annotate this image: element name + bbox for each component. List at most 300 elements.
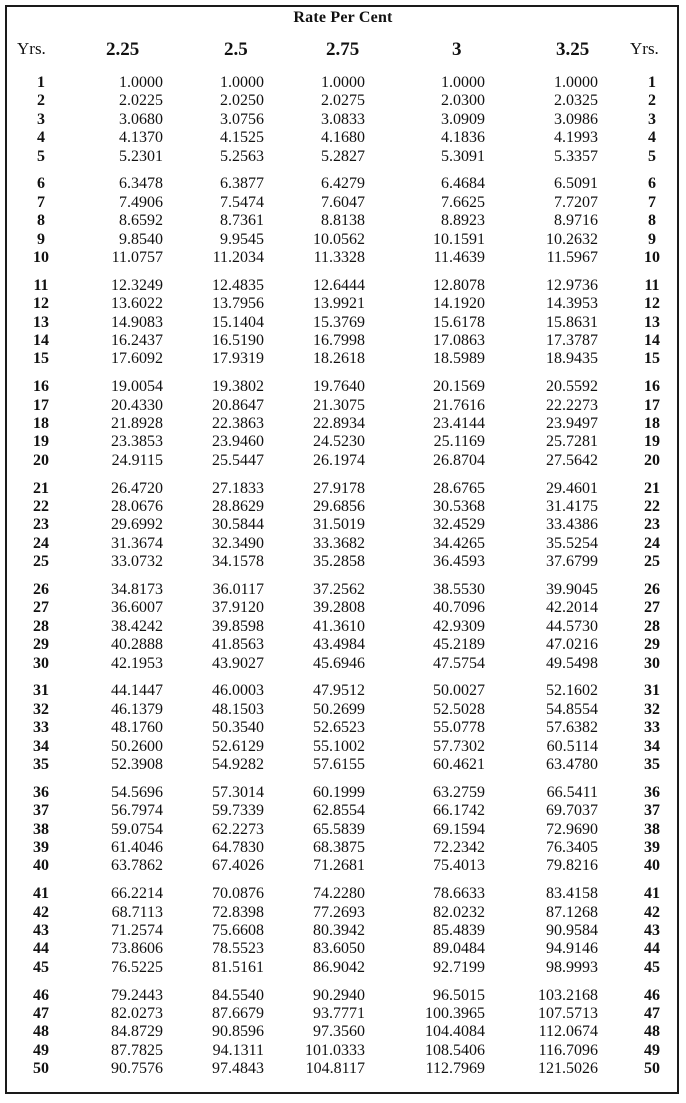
value-cell: 108.5406	[425, 1041, 485, 1059]
rate-header-2-75: 2.75	[326, 39, 360, 60]
table-row	[0, 580, 686, 599]
value-cell: 1.0000	[441, 74, 485, 91]
value-cell: 8.6592	[119, 212, 163, 230]
table-row	[0, 497, 686, 516]
year-cell-left: 3	[37, 110, 45, 128]
table-row	[0, 515, 686, 534]
table-row	[0, 91, 686, 110]
value-cell: 3.0756	[220, 110, 264, 128]
year-cell-left: 5	[37, 147, 45, 165]
year-cell-right: 26	[644, 581, 660, 598]
value-cell: 104.8117	[305, 1060, 365, 1078]
value-cell: 32.4529	[433, 516, 485, 534]
value-cell: 26.4720	[111, 479, 163, 497]
value-cell: 8.8138	[321, 212, 365, 230]
value-cell: 96.5015	[433, 986, 485, 1004]
year-cell-left: 23	[33, 516, 49, 534]
year-cell-right: 50	[644, 1060, 660, 1078]
value-cell: 34.4265	[433, 534, 485, 552]
value-cell: 28.8629	[212, 498, 264, 515]
year-cell-right: 21	[644, 479, 660, 497]
year-cell-left: 47	[33, 1005, 49, 1022]
value-cell: 44.5730	[546, 617, 598, 635]
table-row	[0, 801, 686, 820]
value-cell: 98.9993	[546, 958, 598, 976]
value-cell: 52.6523	[313, 719, 365, 737]
table-row	[0, 552, 686, 571]
year-cell-left: 2	[37, 92, 45, 110]
value-cell: 46.0003	[212, 682, 264, 700]
year-cell-left: 25	[33, 553, 49, 571]
value-cell: 43.4984	[313, 636, 365, 654]
year-cell-left: 17	[33, 396, 49, 414]
value-cell: 17.9319	[212, 350, 264, 368]
value-cell: 70.0876	[212, 885, 264, 903]
value-cell: 116.7096	[538, 1041, 598, 1059]
value-cell: 7.4906	[119, 193, 163, 211]
value-cell: 67.4026	[212, 857, 264, 875]
value-cell: 8.7361	[220, 212, 264, 230]
table-row	[0, 737, 686, 756]
value-cell: 33.3682	[313, 534, 365, 552]
table-row	[0, 414, 686, 433]
value-cell: 61.4046	[111, 839, 163, 856]
year-cell-right: 13	[644, 313, 660, 331]
value-cell: 6.4684	[441, 175, 485, 193]
year-cell-right: 15	[644, 350, 660, 368]
year-cell-right: 24	[644, 534, 660, 552]
value-cell: 1.0000	[321, 74, 365, 91]
year-cell-right: 16	[644, 378, 660, 396]
value-cell: 11.0757	[111, 249, 163, 266]
value-cell: 3.0986	[554, 110, 598, 128]
rate-header-2-25: 2.25	[106, 39, 140, 60]
year-cell-left: 37	[33, 802, 49, 820]
value-cell: 35.5254	[546, 534, 598, 552]
value-cell: 41.3610	[313, 617, 365, 635]
value-cell: 79.8216	[546, 857, 598, 875]
year-cell-right: 14	[644, 332, 660, 349]
value-cell: 16.7998	[313, 332, 365, 349]
value-cell: 4.1836	[441, 129, 485, 147]
value-cell: 60.4621	[433, 756, 485, 773]
year-cell-left: 39	[33, 839, 49, 856]
value-cell: 22.2273	[546, 396, 598, 414]
value-cell: 78.6633	[433, 885, 485, 903]
year-cell-right: 38	[644, 820, 660, 838]
years-header-left: Yrs.	[17, 39, 46, 58]
value-cell: 36.4593	[433, 553, 485, 571]
value-cell: 10.0562	[313, 230, 365, 248]
value-cell: 17.6092	[111, 350, 163, 368]
table-row	[0, 211, 686, 230]
value-cell: 66.5411	[546, 783, 598, 801]
table-row	[0, 396, 686, 415]
value-cell: 13.7956	[212, 295, 264, 313]
table-row	[0, 1041, 686, 1060]
value-cell: 83.6050	[313, 940, 365, 958]
value-cell: 21.3075	[313, 396, 365, 414]
value-cell: 92.7199	[433, 958, 485, 976]
year-cell-right: 20	[644, 451, 660, 469]
value-cell: 15.6178	[433, 313, 485, 331]
value-cell: 2.0325	[554, 92, 598, 110]
value-cell: 80.3942	[313, 922, 365, 939]
value-cell: 20.8647	[212, 396, 264, 414]
value-cell: 42.2014	[546, 599, 598, 617]
value-cell: 31.3674	[111, 534, 163, 552]
table-caption: Rate Per Cent	[293, 9, 393, 26]
value-cell: 2.0300	[441, 92, 485, 110]
year-cell-left: 33	[33, 719, 49, 737]
value-cell: 15.1404	[212, 313, 264, 331]
value-cell: 44.1447	[111, 682, 163, 700]
table-row	[0, 128, 686, 147]
table-row	[0, 331, 686, 350]
value-cell: 20.5592	[546, 378, 598, 396]
value-cell: 47.5754	[433, 654, 485, 672]
table-row	[0, 820, 686, 839]
year-cell-right: 11	[644, 276, 660, 294]
year-cell-right: 10	[644, 249, 660, 266]
value-cell: 31.5019	[313, 516, 365, 534]
table-row	[0, 248, 686, 267]
year-cell-right: 2	[648, 92, 656, 110]
table-row	[0, 939, 686, 958]
value-cell: 10.2632	[546, 230, 598, 248]
table-row	[0, 110, 686, 129]
value-cell: 49.5498	[546, 654, 598, 672]
value-cell: 22.8934	[313, 415, 365, 432]
value-cell: 55.1002	[313, 737, 365, 755]
year-cell-left: 38	[33, 820, 49, 838]
value-cell: 5.2301	[119, 147, 163, 165]
value-cell: 90.7576	[111, 1060, 163, 1078]
value-cell: 20.4330	[111, 396, 163, 414]
value-cell: 19.3802	[212, 378, 264, 396]
value-cell: 82.0232	[433, 903, 485, 921]
year-cell-left: 36	[33, 783, 49, 801]
year-cell-left: 40	[33, 857, 49, 875]
years-header-right: Yrs.	[630, 39, 659, 58]
year-cell-left: 9	[37, 230, 45, 248]
value-cell: 57.7302	[433, 737, 485, 755]
year-cell-left: 48	[33, 1023, 49, 1041]
value-cell: 8.9716	[554, 212, 598, 230]
table-row	[0, 193, 686, 212]
year-cell-right: 49	[644, 1041, 660, 1059]
value-cell: 23.9460	[212, 433, 264, 451]
value-cell: 4.1370	[119, 129, 163, 147]
value-cell: 90.8596	[212, 1023, 264, 1041]
value-cell: 39.8598	[212, 617, 264, 635]
table-row	[0, 903, 686, 922]
table-row	[0, 921, 686, 940]
value-cell: 72.2342	[433, 839, 485, 856]
value-cell: 71.2574	[111, 922, 163, 939]
year-cell-right: 37	[644, 802, 660, 820]
value-cell: 37.6799	[546, 553, 598, 571]
value-cell: 79.2443	[111, 986, 163, 1004]
value-cell: 59.0754	[111, 820, 163, 838]
year-cell-left: 8	[37, 212, 45, 230]
value-cell: 45.2189	[433, 636, 485, 654]
value-cell: 35.2858	[313, 553, 365, 571]
value-cell: 26.8704	[433, 451, 485, 469]
value-cell: 7.5474	[220, 193, 264, 211]
value-cell: 22.3863	[212, 415, 264, 432]
year-cell-right: 44	[644, 940, 660, 958]
table-row	[0, 432, 686, 451]
value-cell: 90.2940	[313, 986, 365, 1004]
year-cell-left: 16	[33, 378, 49, 396]
table-row	[0, 718, 686, 737]
value-cell: 87.7825	[111, 1041, 163, 1059]
value-cell: 93.7771	[313, 1005, 365, 1022]
value-cell: 63.7862	[111, 857, 163, 875]
year-cell-left: 30	[33, 654, 49, 672]
value-cell: 37.2562	[313, 581, 365, 598]
value-cell: 24.9115	[111, 451, 163, 469]
value-cell: 57.6155	[313, 756, 365, 773]
year-cell-left: 22	[33, 498, 49, 515]
year-cell-right: 8	[648, 212, 656, 230]
value-cell: 75.6608	[212, 922, 264, 939]
value-cell: 13.9921	[313, 295, 365, 313]
value-cell: 84.8729	[111, 1023, 163, 1041]
year-cell-right: 46	[644, 986, 660, 1004]
rate-header-3-25: 3.25	[556, 39, 590, 60]
value-cell: 28.6765	[433, 479, 485, 497]
value-cell: 5.2563	[220, 147, 264, 165]
table-row	[0, 174, 686, 193]
table-row	[0, 654, 686, 673]
value-cell: 66.2214	[111, 885, 163, 903]
table-row	[0, 986, 686, 1005]
year-cell-left: 1	[37, 74, 45, 91]
value-cell: 12.3249	[111, 276, 163, 294]
table-row	[0, 1004, 686, 1023]
year-cell-right: 43	[644, 922, 660, 939]
value-cell: 6.4279	[321, 175, 365, 193]
table-row	[0, 783, 686, 802]
table-row	[0, 1059, 686, 1078]
year-cell-right: 41	[644, 885, 660, 903]
value-cell: 18.9435	[546, 350, 598, 368]
year-cell-right: 6	[648, 175, 656, 193]
value-cell: 38.4242	[111, 617, 163, 635]
rate-header-3: 3	[452, 39, 462, 60]
value-cell: 21.8928	[111, 415, 163, 432]
value-cell: 30.5368	[433, 498, 485, 515]
year-cell-right: 12	[644, 295, 660, 313]
value-cell: 103.2168	[538, 986, 598, 1004]
year-cell-right: 31	[644, 682, 660, 700]
value-cell: 71.2681	[313, 857, 365, 875]
value-cell: 12.8078	[433, 276, 485, 294]
value-cell: 1.0000	[119, 74, 163, 91]
value-cell: 6.5091	[554, 175, 598, 193]
value-cell: 48.1760	[111, 719, 163, 737]
table-row	[0, 884, 686, 903]
value-cell: 78.5523	[212, 940, 264, 958]
value-cell: 4.1525	[220, 129, 264, 147]
value-cell: 6.3478	[119, 175, 163, 193]
year-cell-right: 27	[644, 599, 660, 617]
year-cell-left: 49	[33, 1041, 49, 1059]
value-cell: 41.8563	[212, 636, 264, 654]
value-cell: 74.2280	[313, 885, 365, 903]
value-cell: 77.2693	[313, 903, 365, 921]
value-cell: 17.3787	[546, 332, 598, 349]
value-cell: 107.5713	[538, 1005, 598, 1022]
year-cell-right: 28	[644, 617, 660, 635]
value-cell: 4.1993	[554, 129, 598, 147]
table-row	[0, 294, 686, 313]
year-cell-right: 18	[644, 415, 660, 432]
value-cell: 52.3908	[111, 756, 163, 773]
year-cell-left: 34	[33, 737, 49, 755]
value-cell: 23.9497	[546, 415, 598, 432]
value-cell: 38.5530	[433, 581, 485, 598]
year-cell-left: 35	[33, 756, 49, 773]
table-row	[0, 377, 686, 396]
value-cell: 60.1999	[313, 783, 365, 801]
value-cell: 2.0250	[220, 92, 264, 110]
value-cell: 52.5028	[433, 700, 485, 718]
year-cell-left: 13	[33, 313, 49, 331]
year-cell-left: 32	[33, 700, 49, 718]
value-cell: 72.9690	[546, 820, 598, 838]
value-cell: 11.3328	[313, 249, 365, 266]
value-cell: 23.3853	[111, 433, 163, 451]
value-cell: 87.1268	[546, 903, 598, 921]
year-cell-left: 43	[33, 922, 49, 939]
year-cell-left: 6	[37, 175, 45, 193]
table-row	[0, 598, 686, 617]
value-cell: 60.5114	[546, 737, 598, 755]
value-cell: 34.8173	[111, 581, 163, 598]
table-row	[0, 147, 686, 166]
value-cell: 50.2699	[313, 700, 365, 718]
table-row	[0, 700, 686, 719]
value-cell: 84.5540	[212, 986, 264, 1004]
value-cell: 19.7640	[313, 378, 365, 396]
year-cell-left: 7	[37, 193, 45, 211]
value-cell: 27.5642	[546, 451, 598, 469]
year-cell-left: 50	[33, 1060, 49, 1078]
value-cell: 57.3014	[212, 783, 264, 801]
year-cell-right: 33	[644, 719, 660, 737]
table-row	[0, 349, 686, 368]
value-cell: 63.2759	[433, 783, 485, 801]
value-cell: 11.4639	[433, 249, 485, 266]
value-cell: 42.1953	[111, 654, 163, 672]
value-cell: 11.5967	[546, 249, 598, 266]
value-cell: 85.4839	[433, 922, 485, 939]
value-cell: 2.0225	[119, 92, 163, 110]
value-cell: 9.9545	[220, 230, 264, 248]
year-cell-right: 29	[644, 636, 660, 654]
table-row	[0, 276, 686, 295]
year-cell-right: 7	[648, 193, 656, 211]
value-cell: 97.4843	[212, 1060, 264, 1078]
value-cell: 30.5844	[212, 516, 264, 534]
year-cell-right: 22	[644, 498, 660, 515]
value-cell: 33.4386	[546, 516, 598, 534]
value-cell: 97.3560	[313, 1023, 365, 1041]
value-cell: 54.9282	[212, 756, 264, 773]
value-cell: 5.3091	[441, 147, 485, 165]
year-cell-left: 29	[33, 636, 49, 654]
year-cell-left: 12	[33, 295, 49, 313]
value-cell: 42.9309	[433, 617, 485, 635]
year-cell-right: 45	[644, 958, 660, 976]
value-cell: 5.3357	[554, 147, 598, 165]
table-row	[0, 681, 686, 700]
year-cell-left: 41	[33, 885, 49, 903]
value-cell: 16.5190	[212, 332, 264, 349]
value-cell: 4.1680	[321, 129, 365, 147]
value-cell: 11.2034	[212, 249, 264, 266]
value-cell: 2.0275	[321, 92, 365, 110]
value-cell: 7.6047	[321, 193, 365, 211]
value-cell: 39.2808	[313, 599, 365, 617]
value-cell: 54.5696	[111, 783, 163, 801]
value-cell: 46.1379	[111, 700, 163, 718]
value-cell: 82.0273	[111, 1005, 163, 1022]
year-cell-left: 31	[33, 682, 49, 700]
value-cell: 50.2600	[111, 737, 163, 755]
year-cell-right: 9	[648, 230, 656, 248]
value-cell: 7.6625	[441, 193, 485, 211]
value-cell: 43.9027	[212, 654, 264, 672]
value-cell: 3.0833	[321, 110, 365, 128]
value-cell: 47.9512	[313, 682, 365, 700]
value-cell: 101.0333	[305, 1041, 365, 1059]
value-cell: 34.1578	[212, 553, 264, 571]
value-cell: 16.2437	[111, 332, 163, 349]
year-cell-right: 1	[648, 74, 656, 91]
value-cell: 8.8923	[441, 212, 485, 230]
year-cell-left: 28	[33, 617, 49, 635]
value-cell: 48.1503	[212, 700, 264, 718]
year-cell-left: 46	[33, 986, 49, 1004]
value-cell: 62.2273	[212, 820, 264, 838]
table-row	[0, 451, 686, 470]
value-cell: 15.8631	[546, 313, 598, 331]
value-cell: 10.1591	[433, 230, 485, 248]
year-cell-left: 11	[33, 276, 49, 294]
value-cell: 14.3953	[546, 295, 598, 313]
value-cell: 100.3965	[425, 1005, 485, 1022]
value-cell: 68.7113	[111, 903, 163, 921]
year-cell-left: 10	[33, 249, 49, 266]
year-cell-right: 40	[644, 857, 660, 875]
year-cell-left: 26	[33, 581, 49, 598]
year-cell-right: 19	[644, 433, 660, 451]
value-cell: 86.9042	[313, 958, 365, 976]
value-cell: 1.0000	[554, 74, 598, 91]
year-cell-left: 15	[33, 350, 49, 368]
table-row	[0, 1022, 686, 1041]
value-cell: 23.4144	[433, 415, 485, 432]
year-cell-right: 25	[644, 553, 660, 571]
year-cell-right: 4	[648, 129, 656, 147]
value-cell: 13.6022	[111, 295, 163, 313]
year-cell-right: 47	[644, 1005, 660, 1022]
year-cell-left: 19	[33, 433, 49, 451]
